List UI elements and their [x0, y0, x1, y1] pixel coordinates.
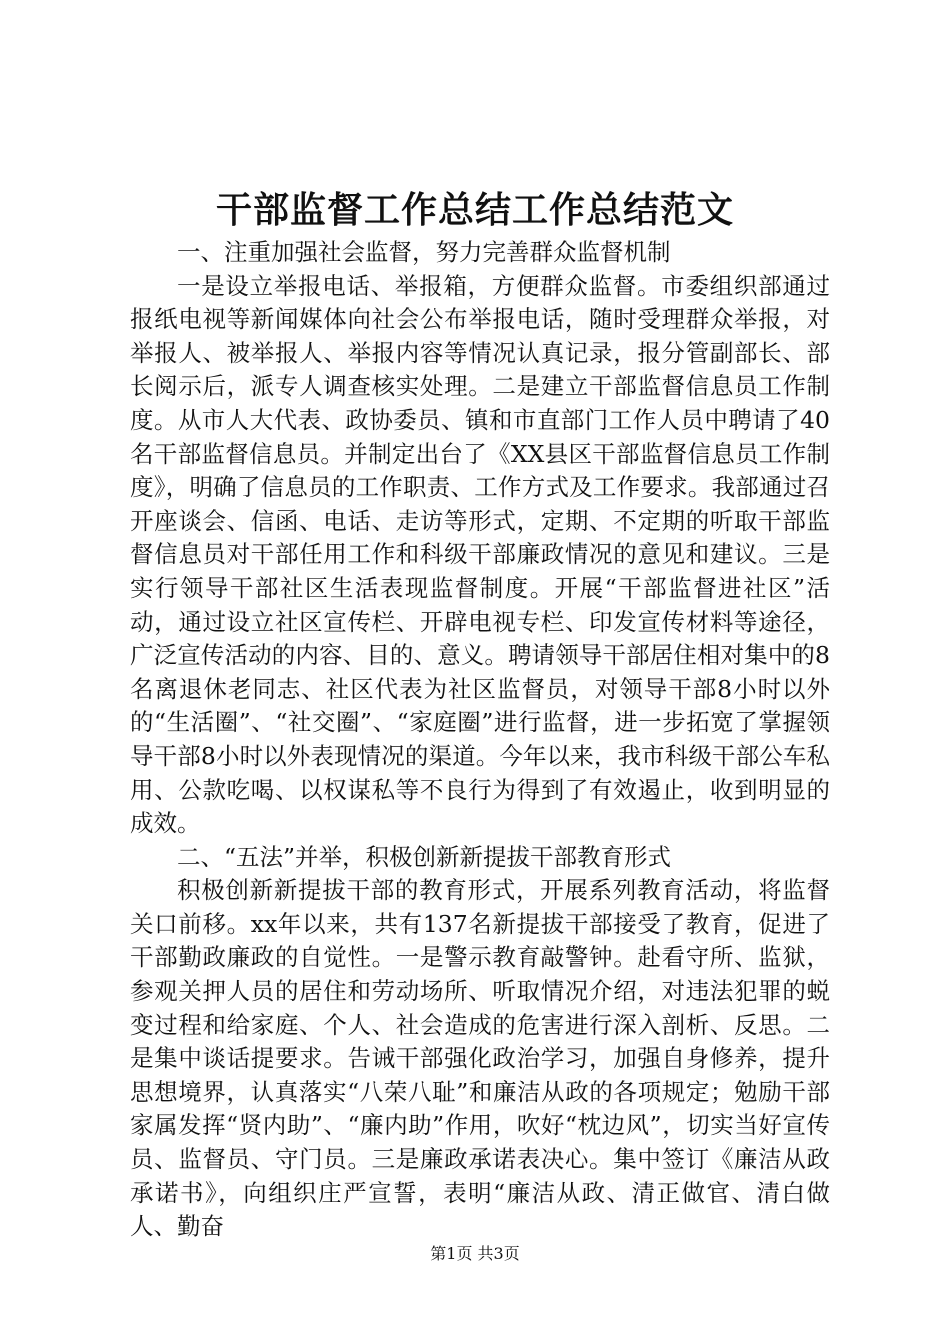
document-body — [130, 236, 830, 1244]
section-heading-2: 二、“五法”并举，积极创新新提拔干部教育形式 — [177, 842, 672, 871]
section-heading-1: 一、注重加强社会监督，努力完善群众监督机制 — [177, 238, 671, 266]
body-paragraph-2: 积极创新新提拔干部的教育形式，开展系列教育活动，将监督关口前移。xx年以来，共有137名新提拔干部接受了教育，促进了干部勤政廉政的自觉性。一是警示教育敲警钟。赴看守所、监狱，参观关押人员的居住和劳动场所、听取情况介绍，对违法犯罪的蜕变过程和给家庭、个人、社会造成的危害进行深入剖析、反思。二是集中谈话提要求。告诫干部强化政治学习，加强自身修养，提升思想境界，认真落实“八荣八耻”和廉洁从政的各项规定；勉励干部家属发挥“贤内助”、“廉内助”作用，吹好“枕边风”，切实当好宣传员、监督员、守门员。三是廉政承诺表决心。集中签订《廉洁从政承诺书》，向组织庄严宣誓，表明“廉洁从政、清正做官、清白做人、勤奋 — [130, 876, 830, 1241]
body-paragraph-1: 一是设立举报电话、举报箱，方便群众监督。市委组织部通过报纸电视等新闻媒体向社会公布举报电话，随时受理群众举报，对举报人、被举报人、举报内容等情况认真记录，报分管副部长、部长阅示后，派专人调查核实处理。二是建立干部监督信息员工作制度。从市人大代表、政协委员、镇和市直部门工作人员中聘请了40名干部监督信息员。并制定出台了《XX县区干部监督信息员工作制度》，明确了信息员的工作职责、工作方式及工作要求。我部通过召开座谈会、信函、电话、走访等形式，定期、不定期的听取干部监督信息员对干部任用工作和科级干部廉政情况的意见和建议。三是实行领导干部社区生活表现监督制度。开展“干部监督进社区”活动，通过设立社区宣传栏、开辟电视专栏、印发宣传材料等途径，广泛宣传活动的内容、目的、意义。聘请领导干部居住相对集中的8名离退休老同志、社区代表为社区监督员，对领导干部8小时以外的“生活圈”、“社交圈”、“家庭圈”进行监督，进一步拓宽了掌握领导干部8小时以外表现情况的渠道。今年以来，我市科级干部公车私用、公款吃喝、以权谋私等不良行为得到了有效遏止，收到明显的成效。 — [130, 271, 830, 838]
document-title: 干部监督工作总结工作总结范文 — [215, 189, 734, 231]
page-footer: 第1页 共3页 — [430, 1244, 520, 1263]
